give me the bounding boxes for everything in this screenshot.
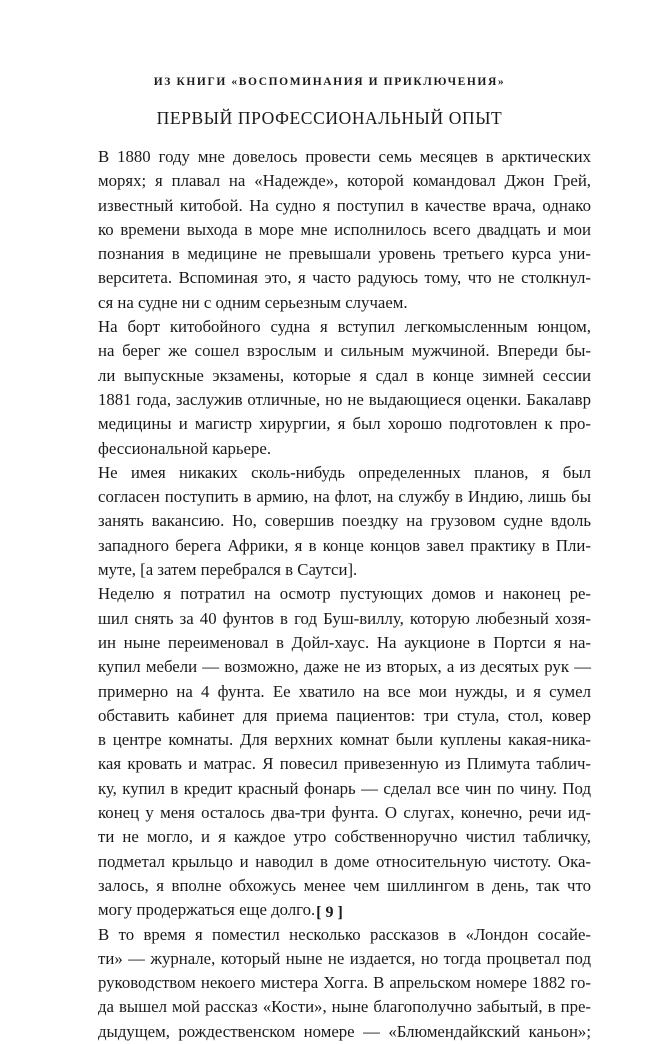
text-line: залось, я вполне обхожусь менее чем шиллингом в день, так что: [98, 875, 591, 895]
text-line: руководством некоего мистера Хогга. В апрельском номере 1882 го-: [98, 973, 591, 993]
paragraph-1: [68, 145, 591, 315]
text-line: кая кровать и матрас. Я повесил привезенную из Плимута таблич-: [98, 754, 591, 774]
running-head: ИЗ КНИГИ «ВОСПОМИНАНИЯ И ПРИКЛЮЧЕНИЯ»: [153, 76, 506, 88]
text-line: Не имея никаких сколь-нибудь определенных планов, я был: [98, 462, 591, 482]
text-line: известный китобой. На судно я поступил в качестве врача, однако: [98, 195, 591, 215]
page-number: [ 9 ]: [316, 904, 343, 921]
text-line: конец у меня осталось два-три фунта. О слугах, конечно, речи ид-: [98, 803, 591, 823]
text-line: на берег же сошел взрослым и сильным мужчиной. Впереди бы-: [98, 341, 591, 361]
text-line: медицины и магистр хирургии, я был хорошо подготовлен к про-: [98, 414, 591, 434]
text-line: познания в медицине не превышали уровень третьего курса уни-: [98, 244, 591, 264]
text-line: да вышел мой рассказ «Кости», ныне благополучно забытый, в пре-: [98, 997, 591, 1017]
text-line: занять вакансию. Но, совершив поездку на грузовом судне вдоль: [98, 511, 591, 531]
text-line: верситета. Вспоминая это, я часто радуюсь тому, что не столкнул-: [98, 268, 591, 288]
text-line: На борт китобойного судна я вступил легкомысленным юнцом,: [98, 317, 591, 337]
text-line: шил снять за 40 фунтов в год Буш-виллу, которую любезный хозя-: [98, 608, 591, 628]
text-line: В 1880 году мне довелось провести семь месяцев в арктических: [98, 147, 591, 166]
paragraph-4: [68, 582, 591, 922]
text-line: В то время я поместил несколько рассказов в «Лондон сосайе-: [98, 924, 591, 944]
text-line: ин ныне переименовал в Дойл-хаус. На аукционе в Портси я на-: [98, 632, 591, 652]
text-line: могу продержаться еще долго.: [98, 900, 316, 920]
text-line: согласен поступить в армию, на флот, на службу в Индию, лишь бы: [98, 487, 591, 507]
text-line: в центре комнаты. Для верхних комнат были куплены какая-ника-: [98, 730, 591, 750]
text-line: морях; я плавал на «Надежде», которой командовал Джон Грей,: [98, 171, 591, 191]
text-line: 1881 года, заслужив отличные, но не выдающиеся оценки. Бакалавр: [98, 389, 591, 409]
text-line: западного берега Африки, я в конце концов завел практику в Пли-: [98, 535, 591, 555]
paragraph-3: [68, 461, 591, 582]
text-line: фессиональной карьере.: [98, 438, 272, 458]
text-line: обставить кабинет для приема пациентов: три стула, стол, ковер: [98, 705, 591, 725]
text-line: подметал крыльцо и наводил в доме относительную чистоту. Ока-: [98, 851, 591, 871]
text-line: ли выпускные экзамены, которые я сдал в конце зимней сессии: [98, 365, 591, 385]
text-line: Неделю я потратил на осмотр пустующих домов и наконец ре-: [98, 584, 591, 604]
text-line: купил мебели — возможно, даже не из вторых, а из десятых рук —: [98, 657, 591, 677]
text-line: муте, [а затем перебрался в Саутси].: [98, 560, 358, 580]
text-line: ти» — журнале, который ныне не издается, но тогда процветал под: [98, 948, 591, 968]
text-line: ся на судне ни с одним серьезным случаем.: [98, 292, 408, 312]
paragraph-2: [68, 315, 591, 461]
paragraph-5: [68, 923, 591, 1044]
text-line: дыдущем, рождественском номере — «Блюмендайкский каньон»;: [98, 1021, 591, 1041]
chapter-title: ПЕРВЫЙ ПРОФЕССИОНАЛЬНЫЙ ОПЫТ: [156, 108, 503, 128]
text-line: ку, купил в кредит красный фонарь — сделал все чин по чину. Под: [98, 778, 591, 798]
text-line: ти не могло, и я каждое утро собственноручно чистил табличку,: [98, 827, 591, 847]
text-line: ко времени выхода в море мне исполнилось всего двадцать и мои: [98, 219, 591, 239]
text-line: примерно на 4 фунта. Ее хватило на все мои нужды, и я сумел: [98, 681, 591, 701]
